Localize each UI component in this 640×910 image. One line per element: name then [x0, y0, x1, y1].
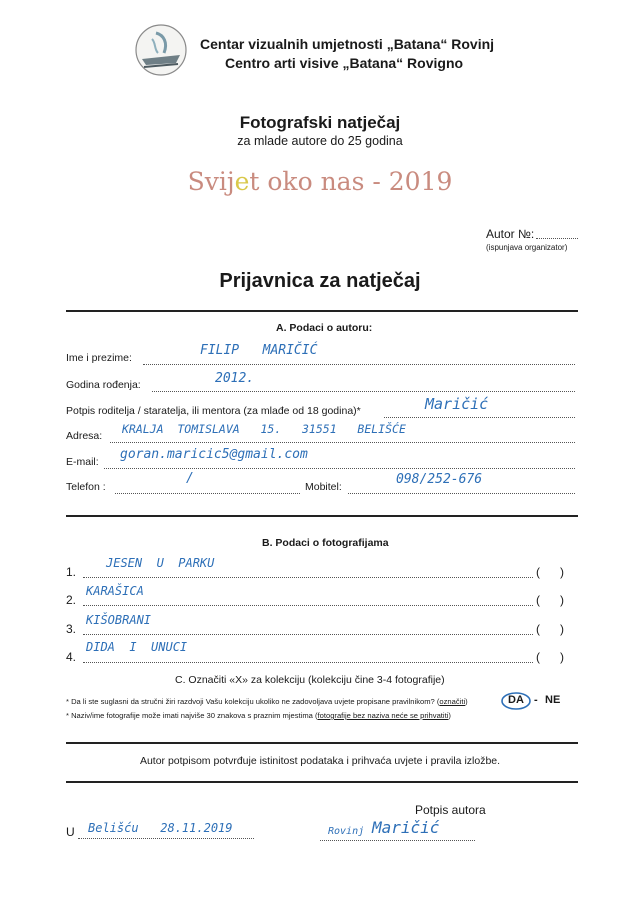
title-length-note: [66, 711, 451, 720]
photo-title: DIDA I UNUCI: [86, 640, 188, 654]
place-date-value: Belišću 28.11.2019: [88, 821, 233, 835]
phone-value: /: [186, 471, 194, 486]
guardian-signature-line[interactable]: [384, 417, 575, 418]
photo-row[interactable]: [66, 584, 576, 611]
split-note-text: * Da li ste suglasni da stručni žiri razdvoji Vašu kolekciju ukoliko ne zadovoljava uvjete propisane pravilnikom? (: [66, 697, 440, 706]
mark-link: označiti: [439, 697, 466, 706]
section-c-heading: C. Označiti «X» za kolekciju (kolekciju čine 3-4 fotografije): [175, 674, 445, 686]
organization-logo: [134, 23, 188, 77]
no-title-warning: fotografije bez naziva neće se prihvatiti: [317, 711, 449, 720]
contest-subtitle: za mlade autore do 25 godina: [237, 134, 403, 148]
photo-number: 3.: [66, 622, 77, 636]
name-value: FILIP MARIČIĆ: [200, 343, 318, 358]
theme-text-end: t oko nas - 2019: [249, 167, 453, 196]
no-option[interactable]: NE: [545, 694, 561, 706]
author-signature-value: Maričić: [372, 818, 440, 837]
address-field-line[interactable]: [110, 442, 575, 443]
collection-checkbox[interactable]: ( ): [536, 622, 564, 636]
author-number-label: Autor №:: [486, 227, 535, 241]
section-b-heading: B. Podaci o fotografijama: [262, 537, 389, 549]
theme-accent-letter: e: [234, 167, 250, 196]
photo-number: 4.: [66, 650, 77, 664]
photo-row[interactable]: [66, 556, 576, 583]
confirmation-text: Autor potpisom potvrđuje istinitost podataka i prihvaća uvjete i pravila izložbe.: [139, 755, 501, 767]
org-name-italian: Centro arti visive „Batana“ Rovigno: [225, 55, 464, 71]
signature-prefix-scribble: Rovinj: [328, 826, 365, 837]
photo-row[interactable]: [66, 613, 576, 640]
collection-checkbox[interactable]: ( ): [536, 593, 564, 607]
section-a-heading: A. Podaci o autoru:: [276, 322, 373, 334]
divider: [66, 742, 578, 744]
theme-text-start: Svij: [187, 167, 235, 196]
photo-title: KIŠOBRANI: [86, 613, 152, 627]
yes-circled-mark-icon: [500, 691, 532, 711]
yes-option[interactable]: DA: [508, 694, 524, 706]
divider: [66, 310, 578, 312]
mobile-label: Mobitel:: [305, 481, 342, 493]
author-number-note: (ispunjava organizator): [486, 243, 568, 252]
contest-theme-title: [0, 167, 640, 196]
photo-row[interactable]: [66, 640, 576, 668]
photo-title-line: [83, 605, 533, 606]
collection-checkbox[interactable]: ( ): [536, 565, 564, 579]
place-prefix: U: [66, 825, 75, 839]
photo-number: 2.: [66, 593, 77, 607]
photo-title: KARAŠICA: [86, 584, 144, 598]
guardian-signature-value: Maričić: [425, 395, 489, 413]
org-name-croatian: Centar vizualnih umjetnosti „Batana“ Rovinj: [200, 36, 495, 52]
option-separator: -: [534, 694, 538, 706]
collection-checkbox[interactable]: ( ): [536, 650, 564, 664]
guardian-signature-label: Potpis roditelja / staratelja, ili mentora (za mlađe od 18 godina)*: [66, 405, 361, 417]
contest-title: Fotografski natječaj: [239, 113, 401, 132]
birth-year-value: 2012.: [215, 371, 255, 386]
photo-title-line: [83, 577, 533, 578]
author-signature-heading: Potpis autora: [415, 803, 486, 817]
name-field-line[interactable]: [143, 364, 575, 365]
address-label: Adresa:: [66, 430, 103, 442]
split-note-end: ): [465, 697, 468, 706]
photo-number: 1.: [66, 565, 77, 579]
email-label: E-mail:: [66, 456, 99, 468]
birth-year-field-line[interactable]: [152, 391, 575, 392]
batana-logo-icon: [134, 23, 188, 77]
email-field-line[interactable]: [104, 468, 575, 469]
divider: [66, 515, 578, 517]
title-note-text: * Naziv/ime fotografije može imati najviše 30 znakova s praznim mjestima (: [66, 711, 318, 720]
author-signature-line[interactable]: [320, 840, 475, 841]
birth-year-label: Godina rođenja:: [66, 379, 141, 391]
name-label: Ime i prezime:: [66, 352, 132, 364]
split-collection-note: [66, 697, 468, 706]
mobile-value: 098/252-676: [396, 472, 483, 487]
photo-title-line: [83, 662, 533, 663]
address-value: KRALJA TOMISLAVA 15. 31551 BELIŠĆE: [122, 422, 406, 436]
photo-title-line: [83, 634, 533, 635]
title-note-end: ): [448, 711, 451, 720]
phone-label: Telefon :: [66, 481, 106, 493]
place-date-line[interactable]: [78, 838, 254, 839]
phone-field-line[interactable]: [115, 493, 300, 494]
author-number-field[interactable]: [536, 238, 578, 239]
divider: [66, 781, 578, 783]
photo-title: JESEN U PARKU: [106, 556, 215, 570]
form-title: Prijavnica za natječaj: [219, 270, 421, 292]
email-value: goran.maricic5@gmail.com: [120, 447, 308, 462]
mobile-field-line[interactable]: [348, 493, 575, 494]
